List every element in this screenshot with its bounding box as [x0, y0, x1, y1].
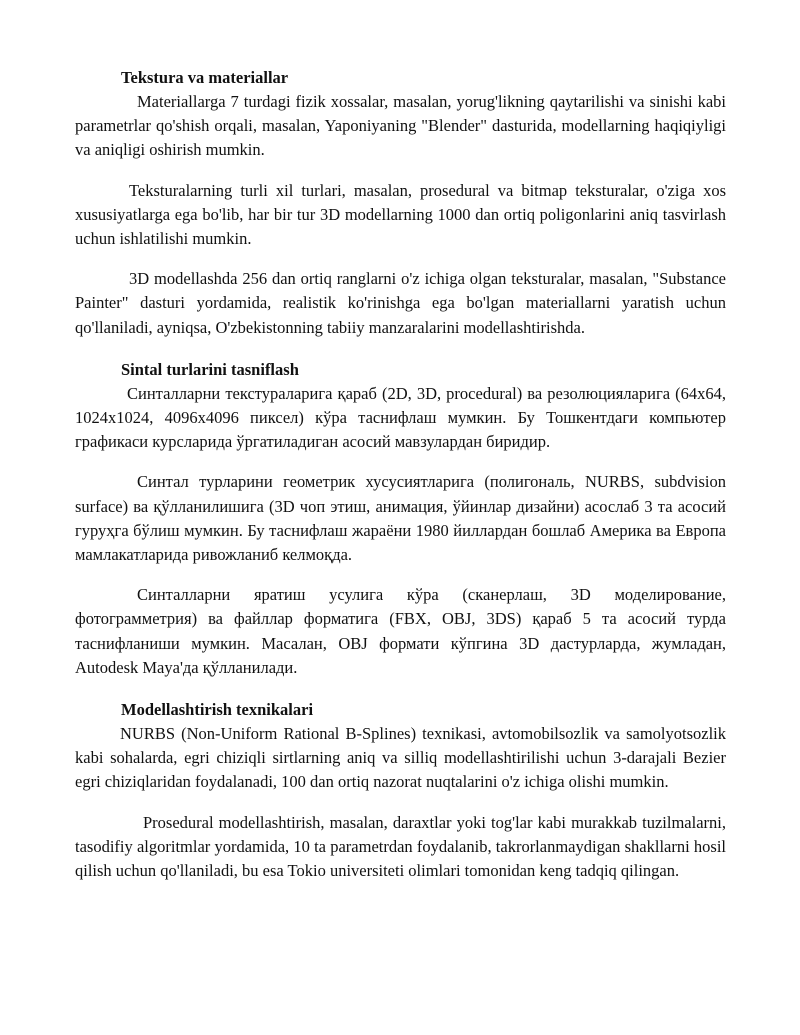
paragraph-texture-colors: 3D modellashda 256 dan ortiq ranglarni o'z ichiga olgan teksturalar, masalan, "Substance Painter" dasturi yordamida, realistik ko'rinishga ega bo'lgan materiallarni yaratish uchun qo'llaniladi, ayniqsa, O'zbekistonning tabiiy manzaralarini modellashtirishda.: [75, 269, 726, 337]
paragraph-texture-types: Teksturalarning turli xil turlari, masalan, prosedural va bitmap teksturalar, o'ziga xos xususiyatlarga ega bo'lib, har bir tur 3D modellarning 1000 dan ortiq poligonlarini aniq tasvirlash uchun ishlatilishi mumkin.: [75, 180, 726, 249]
paragraph-sintal-textures: Синталларни текстураларига қараб (2D, 3D, procedural) ва резолюцияларига (64x64, 1024x1024, 4096x4096 пиксел) кўра таснифлаш мумкин. Бу Тошкентдаги компьютер графикаси курсларида ўргатиладиган асосий мавзулардан биридир.: [75, 383, 726, 452]
paragraph-sintal-geometry: Синтал турларини геометрик хусусиятларига (полигональ, NURBS, subdvision surface) ва қўлланилишига (3D чоп этиш, анимация, ўйинлар дизайни) асослаб 3 та асосий гуруҳга бўлиш мумкин. Бу таснифлаш жараёни 1980 йиллардан бошлаб Америка ва Европа мамлакатларида ривожланиб келмоқда.: [75, 472, 726, 565]
document-body: [75, 66, 726, 883]
paragraph-sintal-creation: Синталларни яратиш усулига кўра (сканерлаш, 3D моделирование, фотограмметрия) ва файллар форматига (FBX, OBJ, 3DS) қараб 5 та асосий турда таснифланиши мумкин. Масалан, OBJ формати кўпгина 3D дастурларда, жумладан, Autodesk Maya'да қўлланилади.: [75, 585, 726, 677]
section-heading-sintal: Sintal turlarini tasniflash: [121, 359, 299, 379]
section-heading-tekstura: Tekstura va materiallar: [121, 68, 289, 87]
paragraph-procedural: Prosedural modellashtirish, masalan, daraxtlar yoki tog'lar kabi murakkab tuzilmalarni, tasodifiy algoritmlar yordamida, 10 ta parametrdan foydalanib, takrorlanmaydigan shakllarni hosil qilish uchun qo'llaniladi, bu esa Tokio universiteti olimlari tomonidan keng tadqiq qilingan.: [75, 812, 726, 881]
section-heading-modellashtirish: Modellashtirish texnikalari: [121, 700, 314, 720]
paragraph-materials: Materiallarga 7 turdagi fizik xossalar, masalan, yorug'likning qaytarilishi va sinishi kabi parametrlar qo'shish orqali, masalan, Yaponiyaning "Blender" dasturida, modellarning haqiqiyligi va aniqligi oshirish mumkin.: [75, 92, 726, 160]
paragraph-nurbs: NURBS (Non-Uniform Rational B-Splines) texnikasi, avtomobilsozlik va samolyotsozlik kabi sohalarda, egri chiziqli sirtlarning aniq va silliq modellashtirilishi uchun 3-darajali Bezier egri chiziqlaridan foydalanadi, 100 dan ortiq nazorat nuqtalarini o'z ichiga olishi mumkin.: [75, 724, 726, 792]
